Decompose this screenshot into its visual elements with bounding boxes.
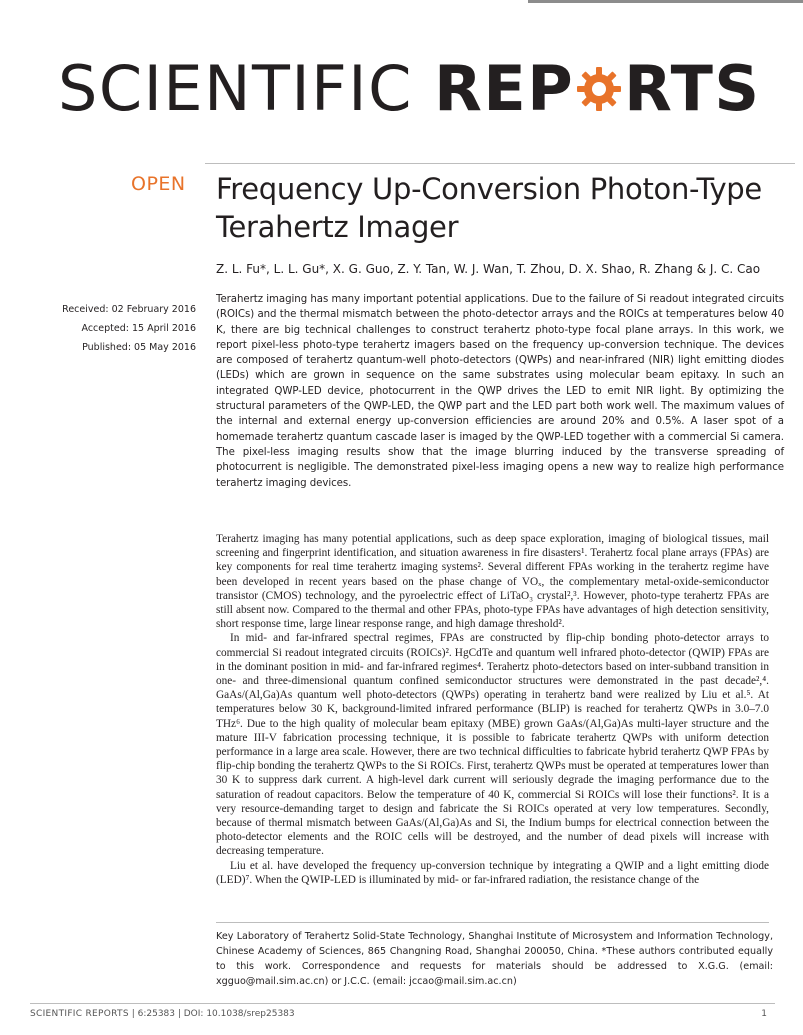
affiliation-divider xyxy=(216,922,769,923)
body-paragraph-3: Liu et al. have developed the frequency up-conversion technique by integrating a QWIP and a light emitting diode (LED)⁷. When the QWIP-LED is illuminated by mid- or far-infrared radiation, the resistance change of the xyxy=(216,859,769,886)
body-paragraph-2: In mid- and far-infrared spectral regimes, FPAs are constructed by flip-chip bonding photo-detector arrays to commercial Si readout integrated circuits (ROICs)². HgCdTe and quantum well infrared photo-detector (QWIP) FPAs are in the dominant position in mid- and far-infrared regimes⁴. Terahertz photo-detectors based on inter-subband transition in one- and three-dimensional quantum confined semiconductor structures were demonstrated in the past decade²,⁴. GaAs/(Al,Ga)As quantum well photo-detectors (QWPs) operating in terahertz band were realized by Liu et al.⁵. At temperatures below 30 K, background-limited infrared performance (BLIP) is reached for terahertz QWPs in 3.0–7.0 THz⁶. Due to the high quality of molecular beam epitaxy (MBE) grown GaAs/(Al,Ga)As multi-layer structure and the mature III-V fabrication processing technique, it is possible to fabricate terahertz QWPs with uniform detection performance in a large area scale. However, there are two technical difficulties to fabricate hybrid terahertz QWP FPAs by flip-chip bonding the terahertz QWPs to the Si ROICs. First, terahertz QWPs must be operated at temperatures lower than 30 K to suppress dark current. A high-level dark current will seriously degrade the imaging performance due to the saturation of readout capacitors. Below the temperature of 40 K, commercial Si ROICs will lose their functions². It is a very resource-demanding target to design and fabricate the Si ROICs operated at very low temperatures. Secondly, because of thermal mismatch between GaAs/(Al,Ga)As and Si, the Indium bumps for electrical connection between the photo-detector elements and the ROIC cells will be destroyed, and the number of dead pixels will increase with decreasing temperature. xyxy=(216,632,769,858)
publication-dates xyxy=(30,300,196,357)
body-paragraph-1: Terahertz imaging has many potential applications, such as deep space exploration, imaging of biological tissues, mail screening and fingerprint identification, and situation awareness in fire disasters¹. Terahertz focal plane arrays (FPAs) are key components for real time terahertz imaging systems². Several different FPAs working in the terahertz regime have been developed in recent years based on the phase change of VOₓ, the complementary metal-oxide-semiconductor transistor (CMOS) technology, and the pyroelectric effect of LiTaO₃ crystal²,³. However, photo-type terahertz FPAs are still absent now. Compared to the thermal and other FPAs, photo-type FPAs have advantages of high detection sensitivity, short response time, large linear response range, and high damage threshold². xyxy=(216,533,769,631)
page-footer xyxy=(30,1009,775,1023)
page-number: 1 xyxy=(761,1009,767,1019)
author-list: Z. L. Fu*, L. L. Gu*, X. G. Guo, Z. Y. Tan, W. J. Wan, T. Zhou, D. X. Shao, R. Zhang & J. C. Cao xyxy=(216,262,761,276)
affiliation-note: Key Laboratory of Terahertz Solid-State Technology, Shanghai Institute of Microsystem and Information Technology, Chinese Academy of Sciences, 865 Changning Road, Shanghai 200050, China. *These authors contributed equally to this work. Correspondence and requests for materials should be addressed to X.G.G. (email: xgguo@mail.sim.ac.cn) or J.C.C. (email: jccao@mail.sim.ac.cn) xyxy=(216,931,773,987)
footer-journal: SCIENTIFIC REPORTS xyxy=(30,1009,129,1019)
published-date: Published: 05 May 2016 xyxy=(82,342,196,353)
body-text xyxy=(216,532,769,887)
gear-logo-icon xyxy=(575,57,623,105)
footer-divider xyxy=(30,1003,775,1004)
received-date: Received: 02 February 2016 xyxy=(62,304,196,315)
masthead-scientific: SCIENTIFIC xyxy=(58,52,413,125)
journal-masthead xyxy=(58,54,788,124)
abstract: Terahertz imaging has many important potential applications. Due to the failure of Si readout integrated circuits (ROICs) and the thermal mismatch between the photo-detector arrays and the ROICs at temperatures below 40 K, there are big technical challenges to construct terahertz photo-type focal plane arrays. In this work, we report pixel-less photo-type terahertz imagers based on the frequency up-conversion technique. The devices are composed of terahertz quantum-well photo-detectors (QWPs) and near-infrared (NIR) light emitting diodes (LEDs) which are grown in sequence on the same substrates using molecular beam epitaxy. In such an integrated QWP-LED device, photocurrent in the QWP drives the LED to emit NIR light. By optimizing the structural parameters of the QWP-LED, the QWP part and the LED part both work well. The maximum values of the internal and external energy up-conversion efficiencies are around 20% and 0.5%. A laser spot of a homemade terahertz quantum cascade laser is imaged by the QWP-LED together with a commercial Si camera. The pixel-less imaging results show that the image blurring induced by the transverse spreading of photocurrent is negligible. The demonstrated pixel-less imaging opens a new way to realize high performance terahertz imaging devices. xyxy=(216,294,784,489)
open-access-label: OPEN xyxy=(131,173,186,195)
masthead-rts: RTS xyxy=(624,52,761,125)
top-bar xyxy=(528,0,803,3)
accepted-date: Accepted: 15 April 2016 xyxy=(81,323,196,334)
footer-citation: | 6:25383 | DOI: 10.1038/srep25383 xyxy=(128,1009,295,1019)
masthead-rep: REP xyxy=(434,52,575,125)
header-divider xyxy=(205,163,795,164)
article-title: Frequency Up-Conversion Photon-Type Terahertz Imager xyxy=(216,172,762,244)
